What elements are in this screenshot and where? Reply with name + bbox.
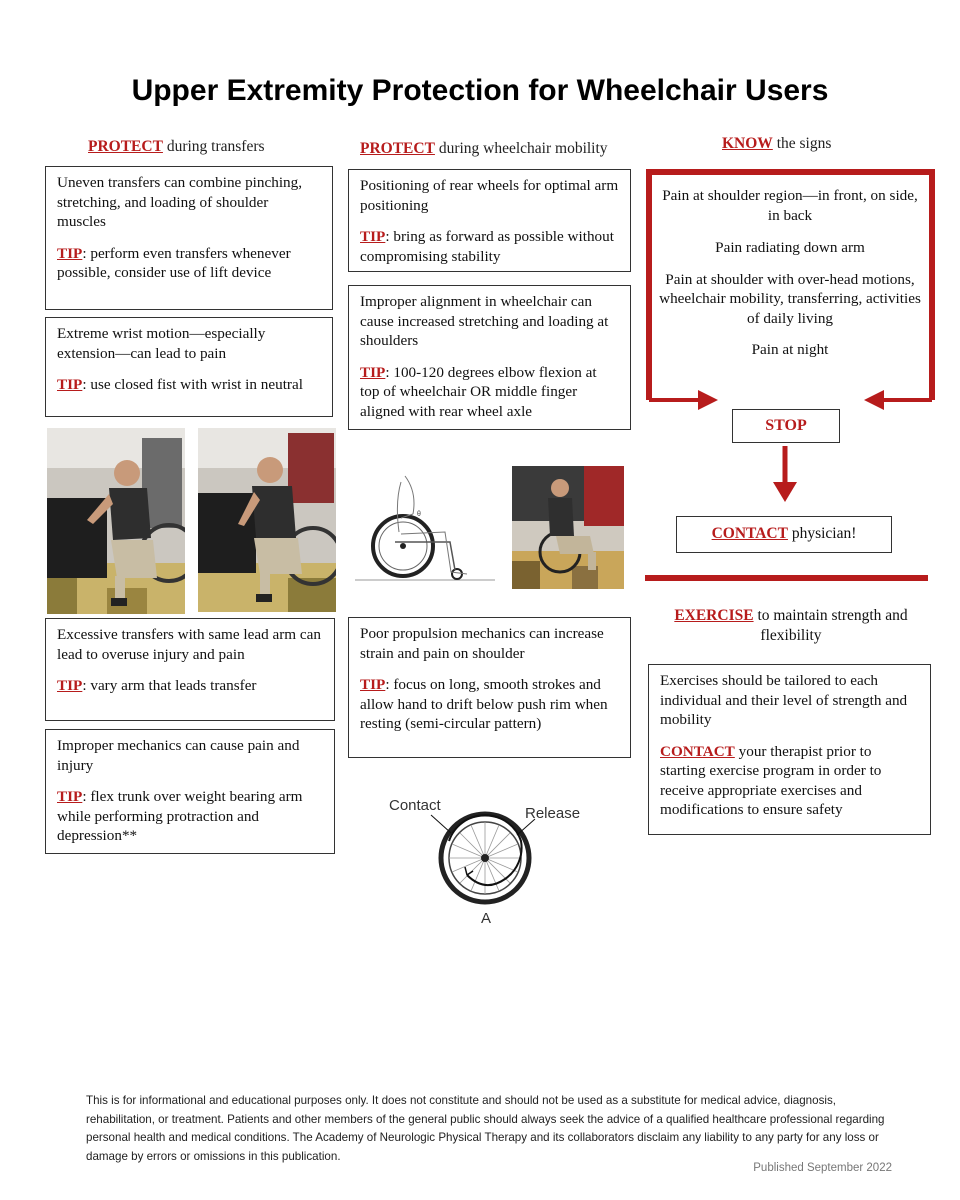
stop-box: STOP: [732, 409, 840, 443]
col3-header-rest: the signs: [772, 135, 832, 152]
col1-header-rest: during transfers: [162, 138, 265, 155]
transfer-box-mechanics-text: Improper mechanics can cause pain and injury: [57, 737, 300, 774]
diagram-caption: A: [481, 910, 492, 927]
tip-label: TIP: [360, 363, 386, 381]
col2-header-rest: during wheelchair mobility: [434, 140, 608, 157]
tip-text: : focus on long, smooth strokes and allow hand to drift below push rim when resting (semi-circular pattern): [360, 676, 608, 732]
tip-text: : perform even transfers whenever possible, consider use of lift device: [57, 244, 291, 281]
sign-item: Pain at night: [751, 341, 829, 358]
tip-text: : flex trunk over weight bearing arm while performing protraction and depression**: [57, 788, 303, 844]
transfer-box-mechanics-tip: [57, 787, 323, 846]
contact-rest: physician!: [787, 525, 857, 542]
wheelchair-alignment-illustration: [355, 462, 495, 584]
tip-label: TIP: [57, 677, 83, 694]
exercise-contact-text: your therapist prior to starting exercise program in order to receive appropriate exercises and modifications to ensure safety: [660, 742, 882, 818]
exercise-key: EXERCISE: [674, 607, 754, 624]
col2-header-key: PROTECT: [360, 140, 435, 157]
transfer-box-lead-arm-tip: [57, 676, 323, 696]
transfer-photo-right: [198, 428, 336, 612]
contact-physician-box: [676, 516, 892, 553]
mobility-box-rear-wheels-tip: [360, 227, 619, 266]
exercise-box-contact: [660, 742, 919, 820]
wheelchair-position-photo: [512, 466, 624, 589]
exercise-box-text: Exercises should be tailored to each individual and their level of strength and mobility: [660, 672, 908, 728]
disclaimer: This is for informational and educational purposes only. It does not constitute and should not be used as a substitute for medical advice, diagnosis, rehabilitation, or treatment. Patients and other members of the general public should always seek the advice of a qualified healthcare professional regarding personal health and medical conditions. The Academy of Neurologic Physical Therapy and its collaborators disclaim any liability to any party for any loss or damage by errors or omissions in this publication.: [86, 1094, 885, 1163]
tip-text: : bring as forward as possible without compromising stability: [360, 228, 614, 265]
published-date: Published September 2022: [753, 1162, 892, 1174]
exercise-box: [648, 664, 931, 835]
tip-label: TIP: [360, 676, 386, 693]
svg-text:θ: θ: [417, 511, 421, 518]
tip-label: TIP: [57, 376, 83, 393]
mobility-box-alignment-text: Improper alignment in wheelchair can cause increased stretching and loading at shoulders: [360, 293, 609, 349]
mobility-box-rear-wheels-text: Positioning of rear wheels for optimal arm positioning: [360, 177, 619, 214]
sign-item: Pain radiating down arm: [715, 239, 865, 256]
signs-list: [656, 186, 924, 360]
exercise-contact-key: CONTACT: [660, 742, 735, 760]
transfer-box-mechanics: [45, 729, 335, 854]
tip-text: : vary arm that leads transfer: [82, 677, 257, 694]
transfer-box-wrist: [45, 317, 333, 417]
mobility-box-alignment: [348, 285, 631, 430]
contact-key: CONTACT: [711, 525, 788, 542]
sign-item: Pain at shoulder with over-head motions, wheelchair mobility, transferring, activities of daily living: [659, 270, 921, 327]
contact-label: Contact: [389, 797, 441, 814]
mobility-box-rear-wheels: [348, 169, 631, 272]
transfer-box-wrist-tip: [57, 375, 321, 395]
mobility-box-propulsion-tip: [360, 675, 619, 734]
col1-header: [88, 138, 265, 156]
mobility-box-propulsion: [348, 617, 631, 758]
tip-label: TIP: [57, 788, 83, 805]
tip-text: : 100-120 degrees elbow flexion at top of wheelchair OR middle finger aligned with rear wheel axle: [360, 363, 597, 420]
col3-header: [722, 135, 831, 153]
tip-label: TIP: [360, 228, 386, 245]
mobility-box-alignment-tip: [360, 363, 619, 422]
col1-header-key: PROTECT: [88, 138, 163, 155]
transfer-box-uneven: [45, 166, 333, 310]
transfer-box-uneven-tip: [57, 244, 321, 283]
release-label: Release: [525, 805, 581, 822]
sign-item: Pain at shoulder region—in front, on side, in back: [662, 187, 918, 224]
exercise-header: [650, 606, 932, 646]
transfer-photo-left: [47, 428, 185, 614]
col2-header: [360, 140, 608, 158]
transfer-box-wrist-text: Extreme wrist motion—especially extension—can lead to pain: [57, 325, 266, 362]
transfer-box-lead-arm-text: Excessive transfers with same lead arm can lead to overuse injury and pain: [57, 626, 321, 663]
mobility-box-propulsion-text: Poor propulsion mechanics can increase strain and pain on shoulder: [360, 625, 604, 662]
propulsion-pattern-diagram: [375, 775, 605, 935]
tip-text: : use closed fist with wrist in neutral: [82, 376, 303, 393]
col3-header-key: KNOW: [722, 135, 773, 152]
transfer-box-uneven-text: Uneven transfers can combine pinching, stretching, and loading of shoulder muscles: [57, 174, 303, 230]
exercise-rest: to maintain strength and flexibility: [753, 607, 908, 644]
tip-label: TIP: [57, 244, 83, 262]
transfer-box-lead-arm: [45, 618, 335, 721]
page-title: Upper Extremity Protection for Wheelchair Users: [131, 74, 829, 107]
